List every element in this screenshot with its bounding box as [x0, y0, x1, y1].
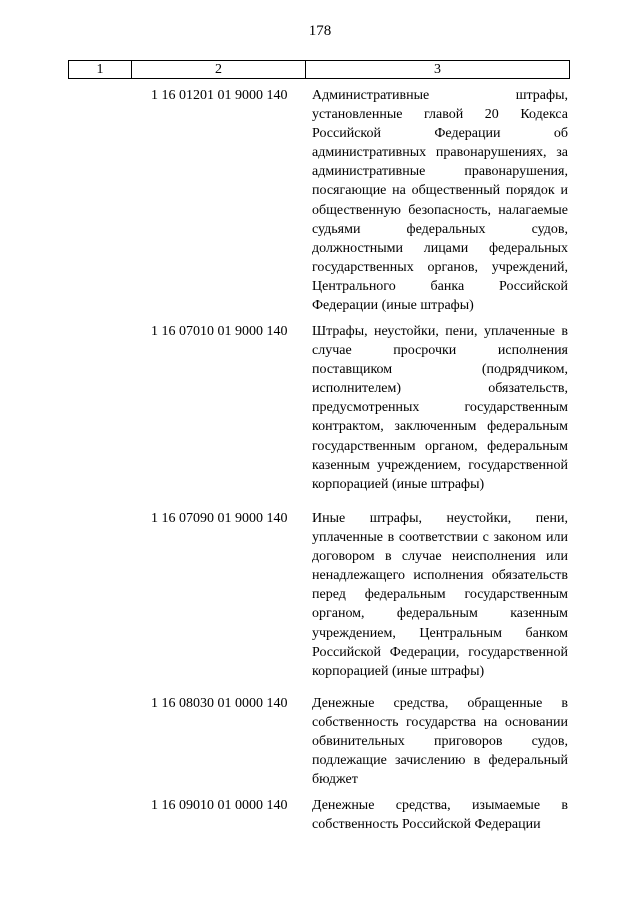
budget-description: Иные штрафы, неустойки, пени, уплаченные в соответствии с законом или договором в случае неисполнения или ненадлежащего исполнения обязательств перед федеральным государственным органом, федеральным казенным учреждением, Центральным банком Российской Федерации, государственной корпорацией (иные штрафы) — [312, 511, 568, 679]
budget-code: 1 16 01201 01 9000 140 — [151, 88, 288, 103]
column-header-table — [68, 60, 570, 79]
budget-description: Штрафы, неустойки, пени, уплаченные в случае просрочки исполнения поставщиком (подрядчиком, исполнителем) обязательств, предусмотренных государственным контрактом, заключенным федеральным государственным органом, федеральным казенным учреждением, государственной корпорацией (иные штрафы) — [312, 324, 568, 492]
column-header-1: 1 — [69, 61, 132, 79]
column-header-row — [69, 61, 570, 79]
budget-code: 1 16 07010 01 9000 140 — [151, 324, 288, 339]
budget-code: 1 16 09010 01 0000 140 — [151, 798, 288, 813]
page-number: 178 — [308, 23, 332, 39]
budget-description: Денежные средства, изымаемые в собственность Российской Федерации — [312, 798, 568, 833]
column-header-3: 3 — [306, 61, 570, 79]
budget-description: Административные штрафы, установленные главой 20 Кодекса Российской Федерации об административных правонарушениях, за административные правонарушения, посягающие на общественный порядок и общественную безопасность, налагаемые судьями федеральных судов, должностными лицами федеральных государственных органов, учреждений, Центрального банка Российской Федерации (иные штрафы) — [312, 88, 568, 314]
budget-description: Денежные средства, обращенные в собственность государства на основании обвинительных приговоров судов, подлежащие зачислению в федеральный бюджет — [312, 696, 568, 788]
column-header-2: 2 — [132, 61, 306, 79]
budget-code: 1 16 08030 01 0000 140 — [151, 696, 288, 711]
budget-code: 1 16 07090 01 9000 140 — [151, 511, 288, 526]
